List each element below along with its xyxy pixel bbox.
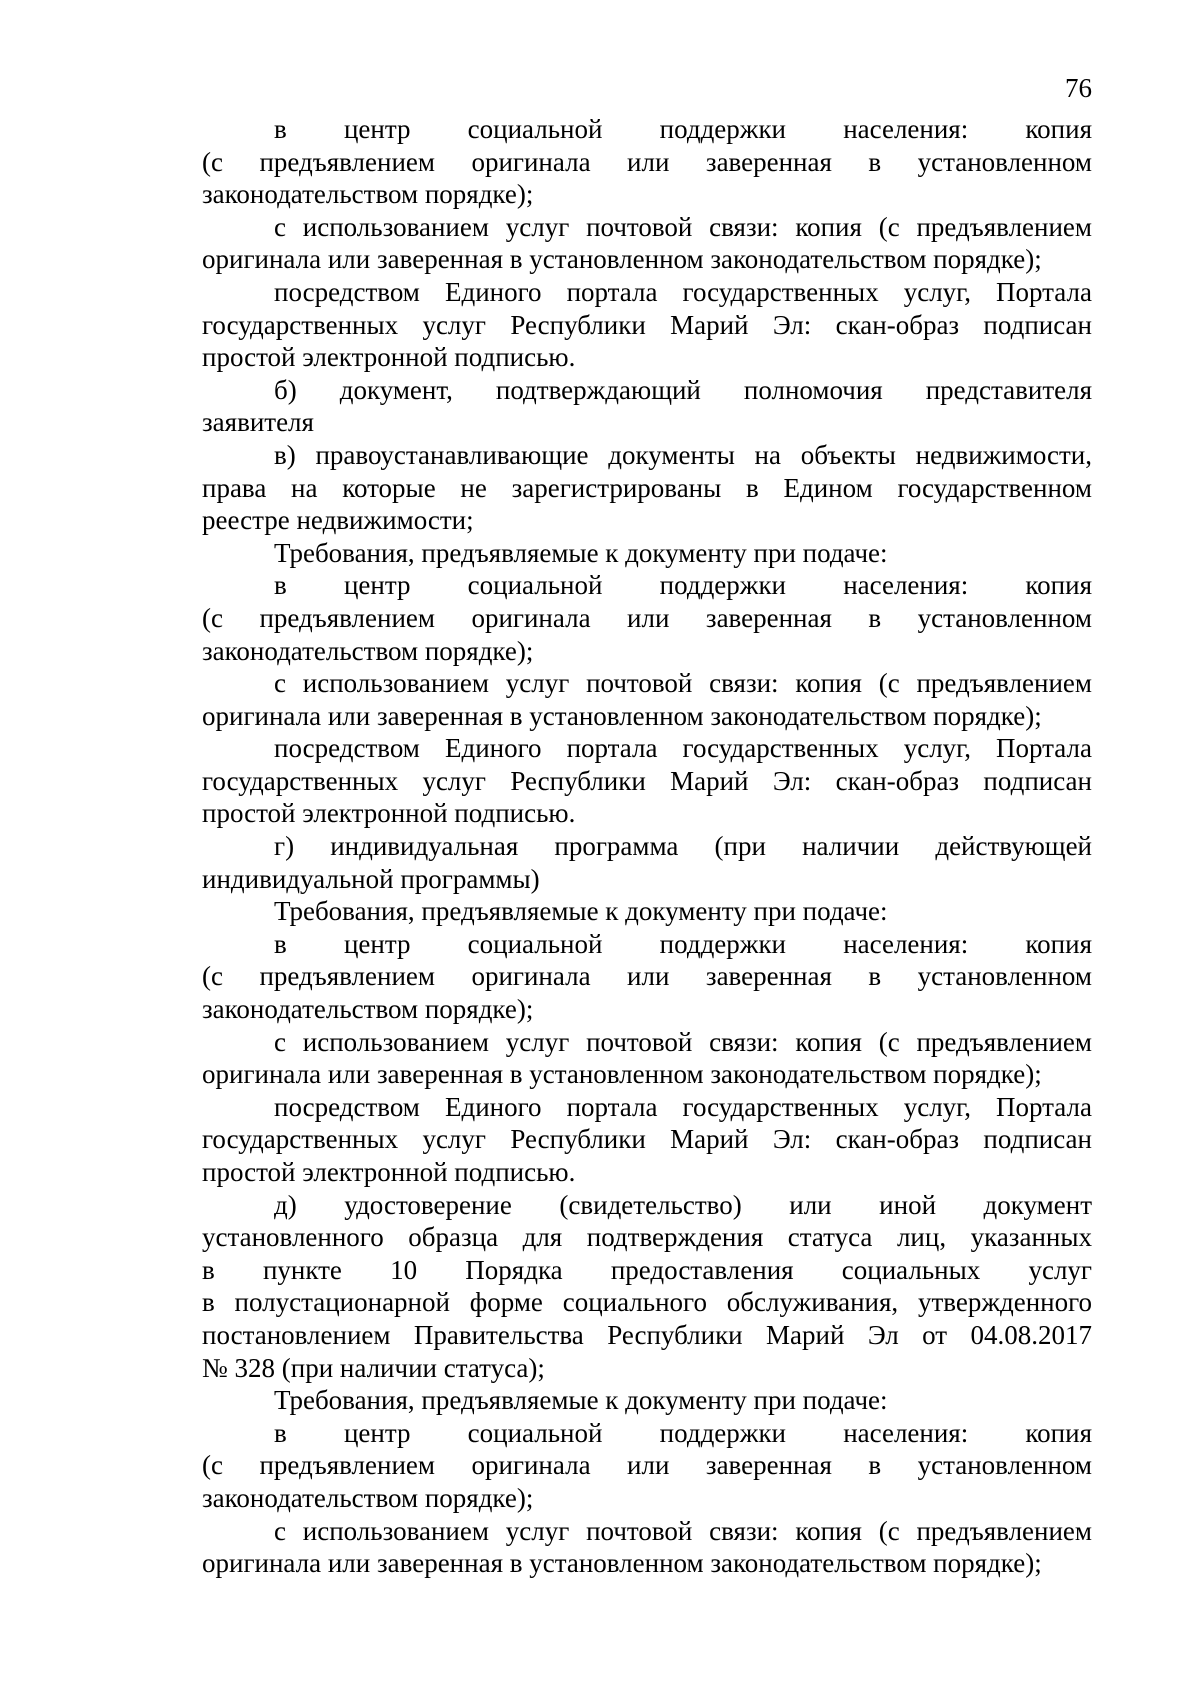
paragraph: [202, 667, 1092, 732]
text-line: права на которые не зарегистрированы в Едином государственном: [202, 472, 1092, 503]
text-line: законодательством порядке);: [202, 179, 534, 210]
paragraph: [202, 830, 1092, 895]
text-line: оригинала или заверенная в установленном законодательством порядке);: [202, 700, 1042, 731]
text-line: (с предъявлением оригинала или заверенная в установленном: [202, 1450, 1092, 1481]
paragraph: [202, 895, 1092, 928]
text-line: б) документ, подтверждающий полномочия представителя: [274, 374, 1092, 405]
paragraph: [202, 211, 1092, 276]
text-line: г) индивидуальная программа (при наличии действующей: [274, 831, 1092, 862]
text-line: индивидуальной программы): [202, 863, 540, 894]
paragraph: [202, 1091, 1092, 1189]
paragraph: [202, 537, 1092, 570]
paragraph: [202, 1417, 1092, 1515]
paragraph: [202, 1026, 1092, 1091]
text-line: посредством Единого портала государственных услуг, Портала: [274, 1091, 1092, 1122]
paragraph: [202, 276, 1092, 374]
text-line: посредством Единого портала государственных услуг, Портала: [274, 733, 1092, 764]
text-line: постановлением Правительства Республики Марий Эл от 04.08.2017: [202, 1319, 1092, 1350]
text-line: в центр социальной поддержки населения: копия: [274, 114, 1092, 144]
text-line: установленного образца для подтверждения статуса лиц, указанных: [202, 1222, 1092, 1253]
text-line: с использованием услуг почтовой связи: копия (с предъявлением: [274, 668, 1092, 699]
paragraph: [202, 374, 1092, 439]
text-line: посредством Единого портала государственных услуг, Портала: [274, 276, 1092, 307]
text-line: (с предъявлением оригинала или заверенная в установленном: [202, 602, 1092, 633]
text-line: в центр социальной поддержки населения: копия: [274, 570, 1092, 601]
text-line: законодательством порядке);: [202, 635, 534, 666]
text-line: оригинала или заверенная в установленном законодательством порядке);: [202, 244, 1042, 275]
text-line: Требования, предъявляемые к документу при подаче:: [274, 537, 888, 568]
text-line: в центр социальной поддержки населения: копия: [274, 1417, 1092, 1448]
text-line: с использованием услуг почтовой связи: копия (с предъявлением: [274, 211, 1092, 242]
text-line: законодательством порядке);: [202, 994, 534, 1025]
paragraph: [202, 732, 1092, 830]
text-line: простой электронной подписью.: [202, 1157, 576, 1187]
paragraph: [202, 439, 1092, 537]
text-line: с использованием услуг почтовой связи: копия (с предъявлением: [274, 1026, 1092, 1057]
text-line: заявителя: [202, 407, 314, 438]
paragraph: [202, 1189, 1092, 1385]
text-line: простой электронной подписью.: [202, 342, 576, 373]
text-line: в полустационарной форме социального обслуживания, утвержденного: [202, 1287, 1092, 1318]
paragraph: [202, 569, 1092, 667]
text-line: законодательством порядке);: [202, 1482, 534, 1513]
text-line: в пункте 10 Порядка предоставления социальных услуг: [202, 1254, 1092, 1285]
text-line: с использованием услуг почтовой связи: копия (с предъявлением: [274, 1515, 1092, 1546]
text-line: реестре недвижимости;: [202, 505, 474, 536]
text-line: № 328 (при наличии статуса);: [202, 1352, 545, 1383]
text-line: государственных услуг Республики Марий Эл: скан-образ подписан: [202, 309, 1092, 340]
text-line: (с предъявлением оригинала или заверенная в установленном: [202, 146, 1092, 177]
text-line: государственных услуг Республики Марий Эл: скан-образ подписан: [202, 1124, 1092, 1155]
text-line: д) удостоверение (свидетельство) или иной документ: [274, 1189, 1092, 1220]
paragraph: [202, 928, 1092, 1026]
paragraph: [202, 113, 1092, 211]
text-line: оригинала или заверенная в установленном законодательством порядке);: [202, 1059, 1042, 1090]
text-line: простой электронной подписью.: [202, 798, 576, 829]
paragraph: [202, 1384, 1092, 1417]
text-line: государственных услуг Республики Марий Эл: скан-образ подписан: [202, 765, 1092, 796]
document-body: [202, 113, 1092, 1580]
text-line: оригинала или заверенная в установленном законодательством порядке);: [202, 1548, 1042, 1579]
text-line: в) правоустанавливающие документы на объекты недвижимости,: [274, 439, 1092, 470]
text-line: Требования, предъявляемые к документу при подаче:: [274, 896, 888, 927]
page-number: 76: [1065, 73, 1092, 103]
text-line: Требования, предъявляемые к документу при подаче:: [274, 1385, 888, 1416]
text-line: (с предъявлением оригинала или заверенная в установленном: [202, 961, 1092, 992]
text-line: в центр социальной поддержки населения: копия: [274, 928, 1092, 959]
paragraph: [202, 1515, 1092, 1580]
